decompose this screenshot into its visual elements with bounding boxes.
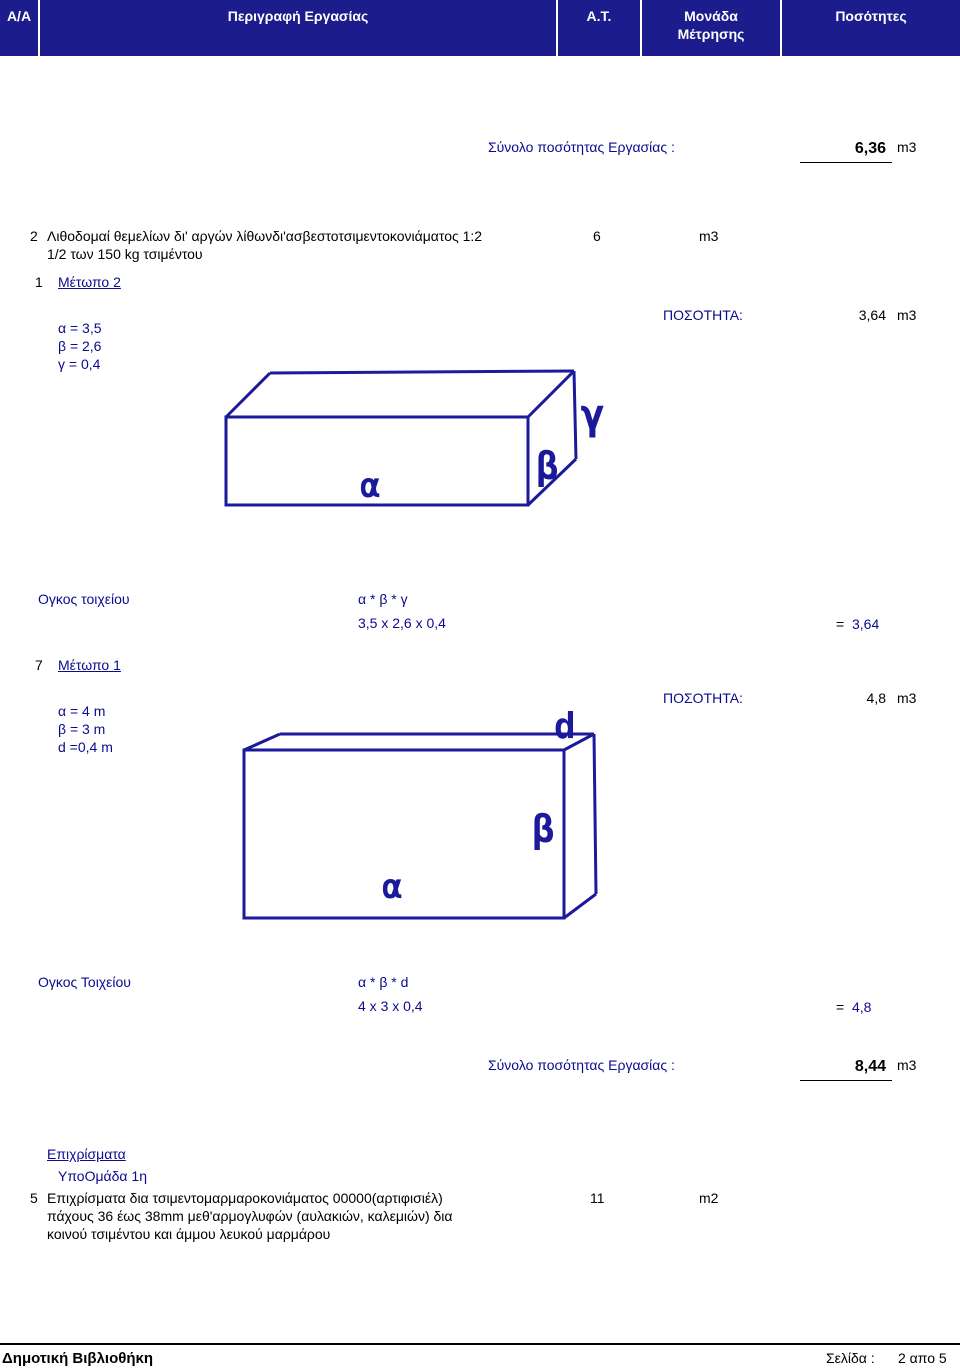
formula-result: 4,8	[852, 999, 872, 1015]
formula-label: Ογκος Τοιχείου	[38, 974, 131, 990]
summary-value: 6,36	[854, 140, 886, 157]
formula-eq: =	[836, 999, 845, 1015]
item-param-b: β = 3 m	[58, 721, 106, 737]
item-param-d: d =0,4 m	[58, 739, 113, 755]
work-at: 6	[593, 228, 601, 244]
box-edge	[594, 734, 596, 894]
formula-label: Ογκος τοιχείου	[38, 591, 130, 607]
summary-unit: m3	[897, 139, 917, 155]
summary-label: Σύνολο ποσότητας Εργασίας :	[488, 139, 675, 155]
subgroup-title: ΥποΟμάδα 1η	[58, 1168, 147, 1184]
work-description-line2: 1/2 των 150 kg τσιμέντου	[47, 246, 203, 262]
header-col-aa: Α/Α	[6, 8, 32, 24]
work-unit: m2	[699, 1190, 719, 1206]
quantity-value: 4,8	[866, 690, 886, 706]
work-description-line2: πάχους 36 έως 38mm μεθ'αρμογλυφών (αυλακιών, καλεμιών) δια	[47, 1208, 453, 1224]
diagram-label-d: d	[554, 706, 576, 747]
work-description-line1: Λιθοδομαί θεμελίων δι' αργών λίθωνδι'ασβεστοτσιμεντοκονιάματος 1:2	[47, 228, 483, 244]
box-edge	[528, 371, 574, 417]
header-col-quantity: Ποσότητες	[835, 8, 907, 24]
box-diagram-2	[236, 700, 616, 930]
item-count: 1	[35, 274, 43, 290]
box-edge	[244, 734, 280, 750]
formula-calc: 3,5 x 2,6 x 0,4	[358, 615, 446, 631]
box-edge	[226, 373, 270, 417]
summary-underline	[800, 1080, 892, 1081]
footer-divider	[0, 1343, 960, 1345]
header-col-description: Περιγραφή Εργασίας	[227, 8, 369, 24]
box-diagram-1	[220, 365, 620, 515]
summary-value: 8,44	[854, 1058, 886, 1075]
work-description-line1: Επιχρίσματα δια τσιμεντομαρμαροκονιάματος 00000(αρτιφισιέλ)	[47, 1190, 443, 1206]
diagram-label-a: α	[382, 867, 403, 907]
work-description-line3: κοινού τσιμέντου και άμμου λευκού μαρμάρου	[47, 1226, 331, 1242]
item-param-c: γ = 0,4	[58, 356, 101, 372]
item-name: Μέτωπο 2	[58, 274, 121, 290]
quantity-unit: m3	[897, 307, 917, 323]
header-col-unit-line2: Μέτρησης	[677, 26, 745, 42]
box-edge	[270, 371, 574, 373]
footer-page-value: 2 απο 5	[898, 1350, 947, 1366]
formula: α * β * d	[358, 974, 409, 990]
work-number: 2	[30, 228, 38, 244]
summary-underline	[800, 162, 892, 163]
box-front-face	[244, 750, 564, 918]
item-param-a: α = 3,5	[58, 320, 102, 336]
work-at: 11	[590, 1190, 605, 1206]
box-edge	[574, 371, 576, 459]
item-count: 7	[35, 657, 43, 673]
formula: α * β * γ	[358, 591, 408, 607]
summary-label: Σύνολο ποσότητας Εργασίας :	[488, 1057, 675, 1073]
header-col-at: Α.Τ.	[586, 8, 612, 24]
diagram-label-b: β	[532, 807, 555, 851]
quantity-label: ΠΟΣΟΤΗΤΑ:	[663, 307, 743, 323]
quantity-value: 3,64	[858, 307, 886, 323]
footer-library: Δημοτική Βιβλιοθήκη	[2, 1350, 154, 1367]
header-col-unit	[642, 0, 780, 56]
item-name: Μέτωπο 1	[58, 657, 121, 673]
work-number: 5	[30, 1190, 38, 1206]
formula-calc: 4 x 3 x 0,4	[358, 998, 423, 1014]
summary-unit: m3	[897, 1057, 917, 1073]
box-edge	[564, 894, 596, 918]
diagram-label-c: γ	[580, 390, 606, 439]
quantity-unit: m3	[897, 690, 917, 706]
diagram-label-a: α	[360, 466, 381, 506]
table-header	[0, 0, 960, 56]
footer-page-label: Σελίδα :	[826, 1350, 875, 1366]
group-title: Επιχρίσματα	[47, 1146, 126, 1162]
formula-eq: =	[836, 616, 845, 632]
item-param-a: α = 4 m	[58, 703, 106, 719]
quantity-label: ΠΟΣΟΤΗΤΑ:	[663, 690, 743, 706]
formula-result: 3,64	[852, 616, 880, 632]
header-col-unit-line1: Μονάδα	[684, 8, 738, 24]
work-unit: m3	[699, 228, 719, 244]
diagram-label-b: β	[536, 444, 559, 488]
item-param-b: β = 2,6	[58, 338, 102, 354]
